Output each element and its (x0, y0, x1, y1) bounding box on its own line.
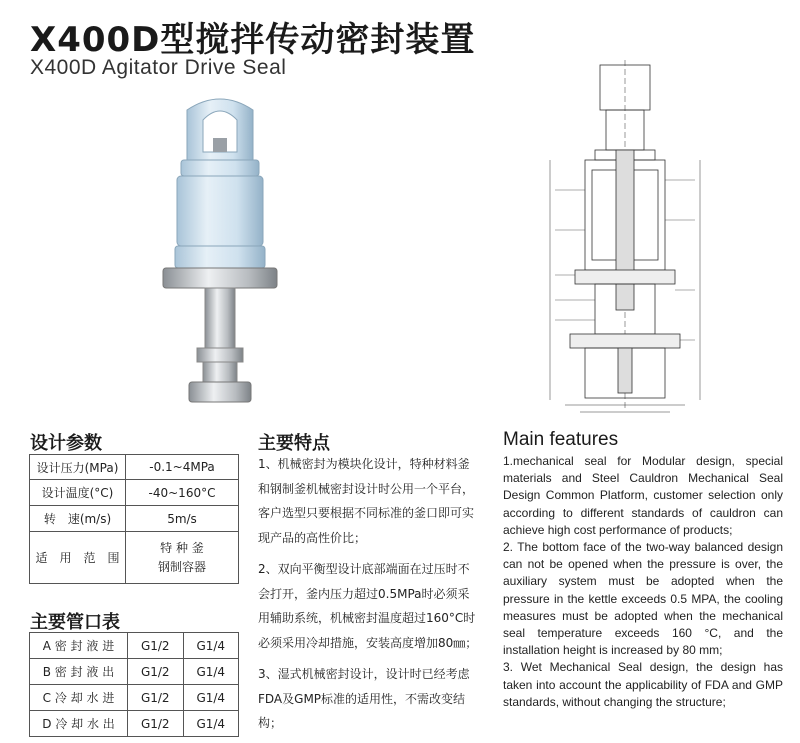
port-code: A (42, 639, 51, 653)
page-title-cn: X400D型搅拌传动密封装置 (30, 20, 476, 60)
port-name (30, 659, 128, 685)
param-value-line: 钢制容器 (157, 559, 206, 574)
table-row (30, 480, 239, 506)
param-value-line: 特 种 釜 (160, 540, 204, 555)
port-size: G1/2 (128, 633, 184, 659)
port-name (30, 685, 128, 711)
port-label: 密 封 液 出 (54, 665, 115, 679)
port-name (30, 711, 128, 737)
port-label: 冷 却 水 进 (54, 691, 115, 705)
features-cn-heading: 主要特点 (258, 433, 330, 454)
port-size: G1/2 (128, 659, 184, 685)
port-code: B (42, 665, 51, 679)
table-row (30, 659, 239, 685)
technical-drawing (540, 60, 710, 420)
param-value: -40~160°C (126, 480, 239, 506)
port-size: G1/4 (183, 711, 239, 737)
port-size: G1/4 (183, 633, 239, 659)
table-row (30, 685, 239, 711)
port-size: G1/4 (183, 659, 239, 685)
feature-item: 3. Wet Mechanical Seal design, the design has taken into account the applicability of FDA and GMP standards, without changing the structure; (503, 660, 783, 709)
features-en-list (503, 453, 783, 711)
product-photo (155, 90, 285, 420)
port-size: G1/2 (128, 685, 184, 711)
design-params-heading: 设计参数 (30, 433, 102, 454)
table-row (30, 455, 239, 480)
port-size: G1/4 (183, 685, 239, 711)
page-title-en: X400D Agitator Drive Seal (30, 56, 287, 79)
feature-item: 1、机械密封为模块化设计，特种材料釜和钢制釜机械密封设计时公用一个平台，客户选型只要根据不同标准的釜口即可实现产品的高性价比； (258, 457, 475, 545)
port-label: 冷 却 水 出 (55, 717, 115, 731)
features-cn-list (258, 452, 480, 743)
param-label: 设计温度(°C) (30, 480, 126, 506)
param-value: -0.1~4MPa (126, 455, 239, 480)
port-size: G1/2 (128, 711, 184, 737)
param-value (126, 532, 239, 584)
port-code: D (42, 717, 52, 731)
port-label: 密 封 液 进 (54, 639, 115, 653)
feature-item: 2、双向平衡型设计底部端面在过压时不会打开，釜内压力超过0.5MPa时必须采用辅助系统，机械密封温度超过160°C时必须采用冷却措施，安装高度增加80㎜； (258, 562, 478, 650)
feature-item: 2. The bottom face of the two-way balanced design can not be opened when the pressure is over, the auxiliary system must be adopted when the pressure in the kettle exceeds 0.5 MPA, the cooling measures must be adopted when the mechanical seal temperature exceeds 160 °C, and the installation height is increased by 80 mm; (503, 540, 783, 658)
param-label: 转 速(m/s) (30, 506, 126, 532)
param-value: 5m/s (126, 506, 239, 532)
feature-item: 1.mechanical seal for Modular design, special materials and Steel Cauldron Mechanical Seal Design Common Platform, customer selection only according to different standards of cauldron can achieve high cost performance of products; (503, 454, 783, 537)
table-row (30, 532, 239, 584)
table-row (30, 506, 239, 532)
feature-item: 3、湿式机械密封设计，设计时已经考虑FDA及GMP标准的适用性，不需改变结构； (258, 667, 470, 730)
port-name (30, 633, 128, 659)
ports-table (29, 632, 239, 737)
design-params-table (29, 454, 239, 584)
features-en-heading: Main features (503, 429, 619, 450)
table-row (30, 711, 239, 737)
param-label: 适 用 范 围 (30, 532, 126, 584)
param-label: 设计压力(MPa) (30, 455, 126, 480)
ports-heading: 主要管口表 (30, 612, 120, 633)
port-code: C (42, 691, 52, 705)
table-row (30, 633, 239, 659)
